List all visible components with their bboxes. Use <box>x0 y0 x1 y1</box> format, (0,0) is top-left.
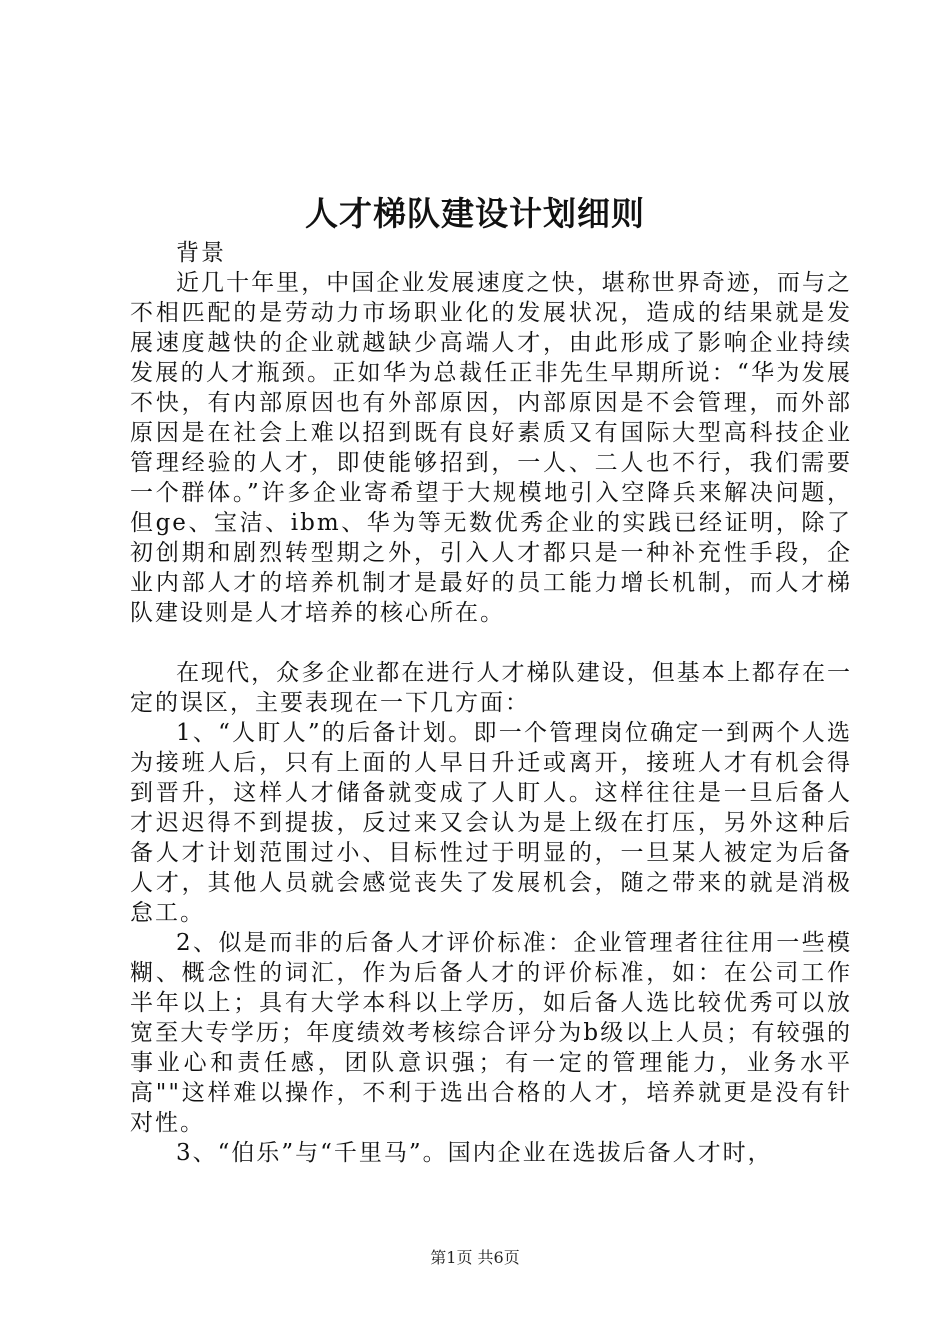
page-footer: 第1页 共6页 <box>430 1248 520 1267</box>
list-item-1: 1、“人盯人”的后备计划。即一个管理岗位确定一到两个人选为接班人后，只有上面的人早日升迁或离开，接班人才有机会得到晋升，这样人才储备就变成了人盯人。这样往往是一旦后备人才迟迟得不到提拔，反过来又会认为是上级在打压，另外这种后备人才计划范围过小、目标性过于明显的，一旦某人被定为后备人才，其他人员就会感觉丧失了发展机会，随之带来的就是消极怠工。 <box>130 720 852 926</box>
list-item-2: 2、似是而非的后备人才评价标准：企业管理者往往用一些模糊、概念性的词汇，作为后备人才的评价标准，如：在公司工作半年以上；具有大学本科以上学历，如后备人选比较优秀可以放宽至大专学历；年度绩效考核综合评分为b级以上人员；有较强的事业心和责任感，团队意识强；有一定的管理能力，业务水平高""这样难以操作，不利于选出合格的人才，培养就更是没有针对性。 <box>130 930 852 1136</box>
document-title: 人才梯队建设计划细则 <box>305 194 645 233</box>
paragraph-misconceptions: 在现代，众多企业都在进行人才梯队建设，但基本上都存在一定的误区，主要表现在一下几方面： <box>130 660 852 716</box>
paragraph-intro: 近几十年里，中国企业发展速度之快，堪称世界奇迹，而与之不相匹配的是劳动力市场职业化的发展状况，造成的结果就是发展速度越快的企业就越缺少高端人才，由此形成了影响企业持续发展的人才瓶颈。正如华为总裁任正非先生早期所说：“华为发展不快，有内部原因也有外部原因，内部原因是不会管理，而外部原因是在社会上难以招到既有良好素质又有国际大型高科技企业管理经验的人才，即使能够招到，一人、二人也不行，我们需要一个群体。”许多企业寄希望于大规模地引入空降兵来解决问题，但ge、宝洁、ibm、华为等无数优秀企业的实践已经证明，除了初创期和剧烈转型期之外，引入人才都只是一种补充性手段，企业内部人才的培养机制才是最好的员工能力增长机制，而人才梯队建设则是人才培养的核心所在。 <box>130 270 852 626</box>
document-body <box>130 238 852 1168</box>
list-item-3: 3、“伯乐”与“千里马”。国内企业在选拔后备人才时， <box>176 1140 773 1166</box>
section-heading-background: 背景 <box>176 240 226 266</box>
